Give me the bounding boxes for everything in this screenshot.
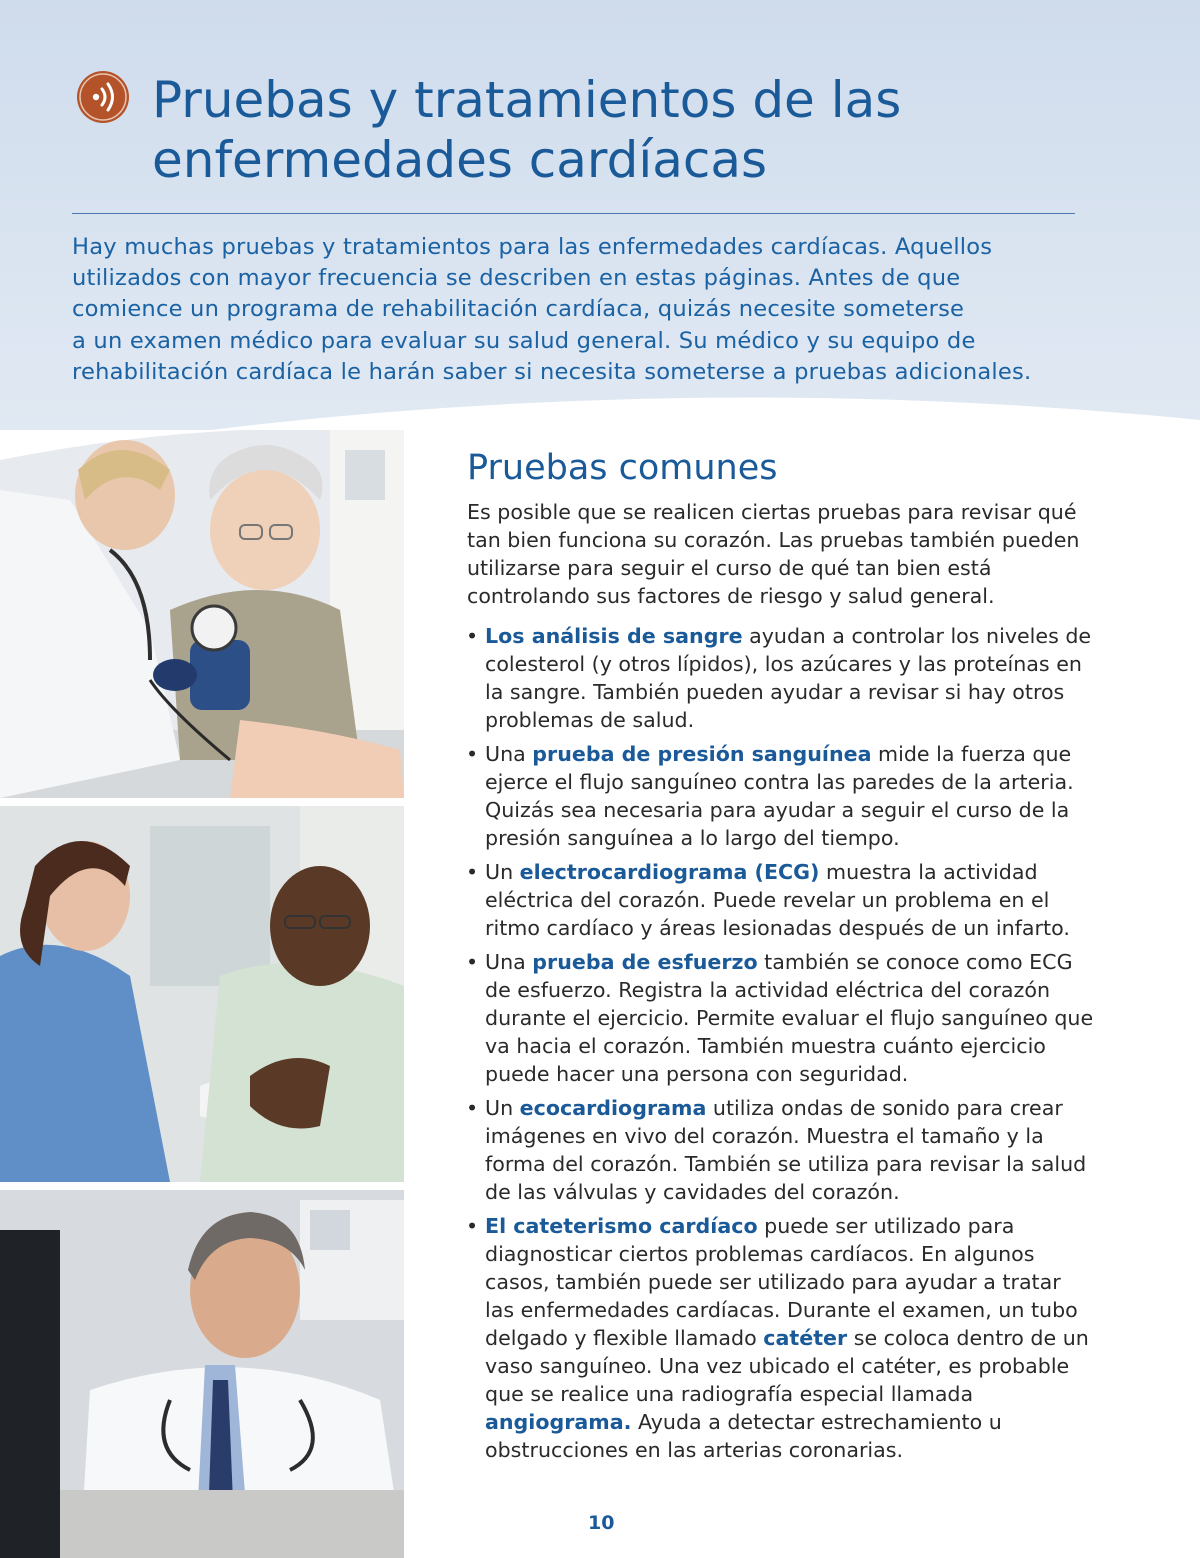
list-item <box>466 858 1096 942</box>
term-highlight: El cateterismo cardíaco <box>485 1214 758 1238</box>
intro-line: Hay muchas pruebas y tratamientos para las enfermedades cardíacas. Aquellos <box>72 234 993 260</box>
item-text: puede ser utilizado para diagnosticar ciertos problemas cardíacos. En algunos casos, también puede ser utilizado para ayudar a tratar las enfermedades cardíacas. Durante el examen, un tubo delgado y flexible llamado <box>485 1214 1078 1350</box>
list-item <box>466 622 1096 734</box>
item-text: Un <box>485 1096 520 1120</box>
item-text: utiliza ondas de sonido para crear imágenes en vivo del corazón. Muestra el tamaño y la forma del corazón. También se utiliza para revisar la salud de las válvulas y cavidades del corazón. <box>485 1096 1087 1204</box>
term-highlight: catéter <box>763 1326 848 1350</box>
list-item <box>466 1212 1096 1464</box>
item-text: Un <box>485 860 520 884</box>
list-item <box>466 948 1096 1088</box>
term-highlight: prueba de presión sanguínea <box>532 742 872 766</box>
section-intro: Es posible que se realicen ciertas pruebas para revisar qué tan bien funciona su corazón. Las pruebas también pueden utilizarse para seguir el curso de qué tan bien está controlando sus factores de riesgo y salud general. <box>467 500 1080 608</box>
intro-line: utilizados con mayor frecuencia se describen en estas páginas. Antes de que <box>72 265 961 292</box>
item-text: también se conoce como ECG de esfuerzo. Registra la actividad eléctrica del corazón durante el ejercicio. Permite evaluar el flujo sanguíneo que va hacia el corazón. También muestra cuánto ejercicio puede hacer una persona con seguridad. <box>485 950 1094 1086</box>
term-highlight: ecocardiograma <box>519 1096 707 1120</box>
item-text: mide la fuerza que ejerce el flujo sanguíneo contra las paredes de la arteria. Quizás sea necesaria para ayudar a seguir el curso de la presión sanguínea a lo largo del tiempo. <box>485 742 1074 850</box>
title-line-1: Pruebas y tratamientos de las <box>152 71 902 129</box>
intro-paragraph <box>72 232 1082 388</box>
intro-line: a un examen médico para evaluar su salud general. Su médico y su equipo de <box>72 327 976 354</box>
item-text: muestra la actividad eléctrica del corazón. Puede revelar un problema en el ritmo cardíaco y áreas lesionadas después de un infarto. <box>485 860 1070 940</box>
list-item <box>466 740 1096 852</box>
title-divider <box>72 213 1075 214</box>
intro-line: comience un programa de rehabilitación cardíaca, quizás necesite someterse <box>72 296 965 323</box>
term-highlight: electrocardiograma (ECG) <box>519 860 820 884</box>
term-highlight: angiograma. <box>485 1410 632 1434</box>
item-text: Una <box>485 742 533 766</box>
page-title <box>152 70 1112 190</box>
term-highlight: prueba de esfuerzo <box>532 950 758 974</box>
audio-icon[interactable] <box>76 70 130 124</box>
page-number: 10 <box>588 1512 615 1534</box>
doctor-photo <box>0 1190 404 1558</box>
section-title: Pruebas comunes <box>467 448 778 488</box>
item-text: Una <box>485 950 533 974</box>
item-text: ayudan a controlar los niveles de colesterol (y otros lípidos), los azúcares y las proteínas en la sangre. También pueden ayudar a revisar si hay otros problemas de salud. <box>485 624 1092 732</box>
item-text: Ayuda a detectar estrechamiento u obstrucciones en las arterias coronarias. <box>485 1410 1002 1462</box>
nurse-patient-photo <box>0 806 404 1182</box>
item-text: se coloca dentro de un vaso sanguíneo. Una vez ubicado el catéter, es probable que se realice una radiografía especial llamada <box>485 1326 1089 1406</box>
term-highlight: Los análisis de sangre <box>485 624 743 648</box>
list-item <box>466 1094 1096 1206</box>
intro-line: rehabilitación cardíaca le harán saber si necesita someterse a pruebas adicionales. <box>72 358 1032 385</box>
title-line-2: enfermedades cardíacas <box>152 131 768 189</box>
tests-list <box>466 622 1096 1470</box>
blood-pressure-photo <box>0 430 404 798</box>
